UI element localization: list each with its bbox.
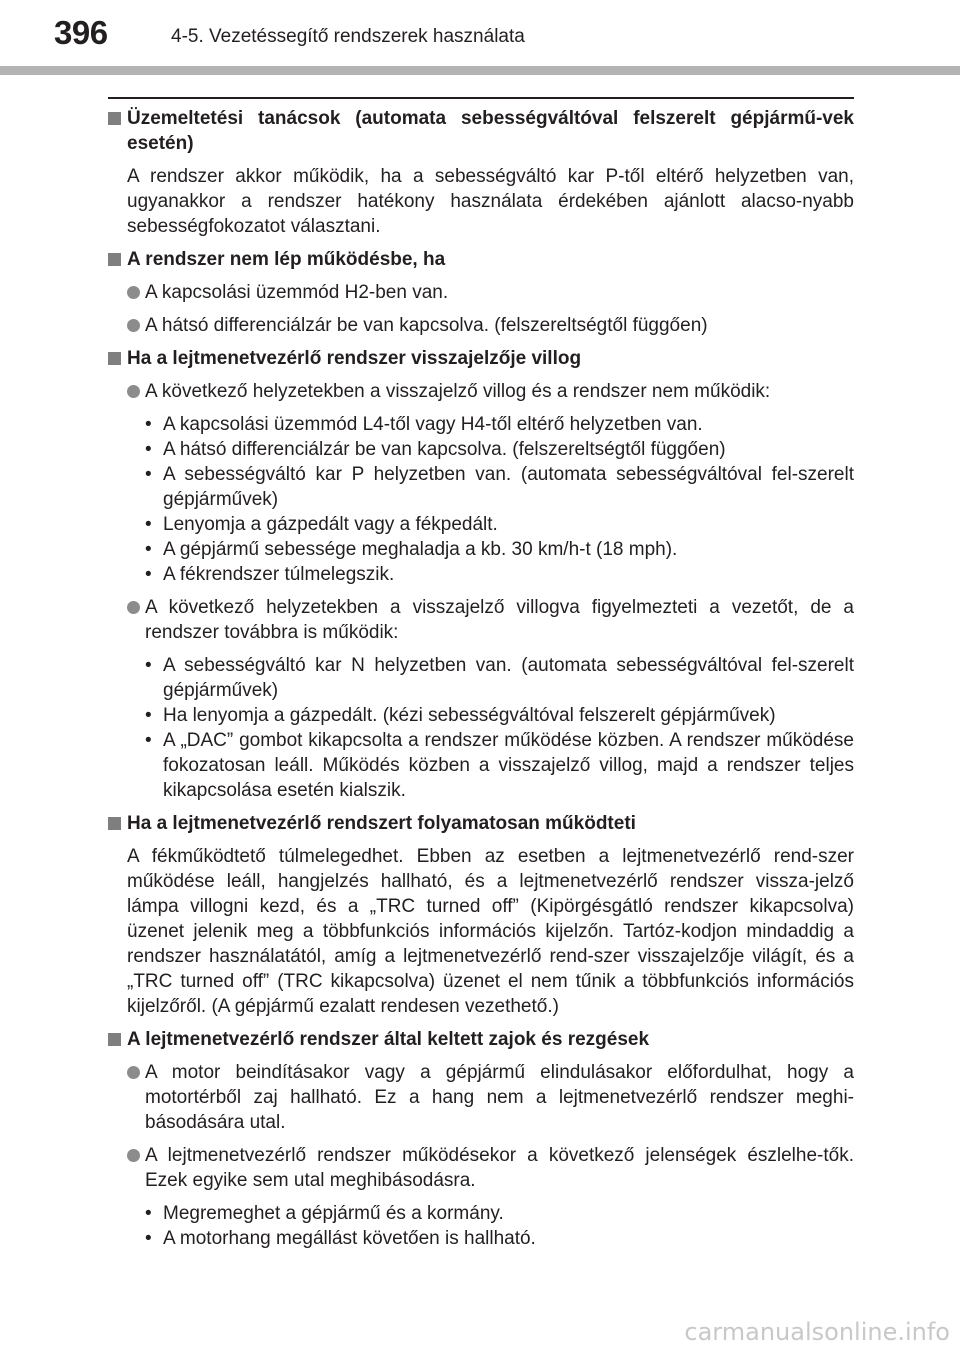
- square-bullet-icon: [108, 112, 121, 125]
- circle-bullet-icon: [127, 319, 140, 332]
- list-item: [108, 1143, 854, 1193]
- circle-bullet-icon: [127, 286, 140, 299]
- watermark: carmanualsonline.info: [684, 1318, 950, 1346]
- section-heading: [108, 1027, 854, 1052]
- sub-list-item: • A sebességváltó kar P helyzetben van. (automata sebességváltóval fel-szerelt gépjárművek): [108, 462, 854, 512]
- sub-list-item: • A kapcsolási üzemmód L4-től vagy H4-től eltérő helyzetben van.: [108, 412, 854, 437]
- square-bullet-icon: [108, 817, 121, 830]
- sub-list: [108, 1201, 854, 1251]
- section-title: A lejtmenetvezérlő rendszer által keltett zajok és rezgések: [127, 1029, 650, 1050]
- list-item: [108, 313, 854, 338]
- section-divider: [108, 97, 854, 99]
- section-heading: [108, 106, 854, 156]
- circle-bullet-icon: [127, 601, 140, 614]
- circle-bullet-icon: [127, 1149, 140, 1162]
- page-content: [108, 106, 854, 1251]
- list-item-text: A következő helyzetekben a visszajelző villog és a rendszer nem működik:: [145, 381, 771, 402]
- sub-list-item: • A gépjármű sebessége meghaladja a kb. 30 km/h-t (18 mph).: [108, 537, 854, 562]
- list-item-text: A hátsó differenciálzár be van kapcsolva. (felszereltségtől függően): [145, 315, 708, 336]
- sub-list-item: • A hátsó differenciálzár be van kapcsolva. (felszereltségtől függően): [108, 437, 854, 462]
- paragraph: A rendszer akkor működik, ha a sebességváltó kar P-től eltérő helyzetben van, ugyanakkor a rendszer hatékony használata érdekében ajánlott alacso-nyabb sebességfokozatot választani.: [127, 166, 854, 237]
- list-item-text: A motor beindításakor vagy a gépjármű elindulásakor előfordulhat, hogy a motortérből zaj hallható. Ez a hang nem a lejtmenetvezérlő rendszer meghi-básodására utal.: [145, 1062, 854, 1133]
- sub-list: [108, 412, 854, 587]
- header-bar: [0, 66, 960, 75]
- section-title: Ha a lejtmenetvezérlő rendszer visszajelzője villog: [127, 348, 582, 369]
- section-title: Ha a lejtmenetvezérlő rendszert folyamatosan működteti: [127, 813, 636, 834]
- square-bullet-icon: [108, 352, 121, 365]
- list-item: [108, 280, 854, 305]
- circle-bullet-icon: [127, 1066, 140, 1079]
- square-bullet-icon: [108, 253, 121, 266]
- sub-list: [108, 653, 854, 803]
- sub-list-item: • Lenyomja a gázpedált vagy a fékpedált.: [108, 512, 854, 537]
- section-heading: [108, 811, 854, 836]
- section-heading: [108, 247, 854, 272]
- list-item: [108, 1060, 854, 1135]
- square-bullet-icon: [108, 1033, 121, 1046]
- page-number: 396: [54, 14, 108, 51]
- page-header: [0, 0, 960, 80]
- list-item: [108, 379, 854, 404]
- list-item-text: A lejtmenetvezérlő rendszer működésekor a következő jelenségek észlelhe-tők. Ezek egyike sem utal meghibásodásra.: [145, 1145, 854, 1191]
- list-item: [108, 595, 854, 645]
- section-title: Üzemeltetési tanácsok (automata sebességváltóval felszerelt gépjármű-vek esetén): [127, 108, 854, 154]
- circle-bullet-icon: [127, 385, 140, 398]
- sub-list-item: • Megremeghet a gépjármű és a kormány.: [108, 1201, 854, 1226]
- section-title: A rendszer nem lép működésbe, ha: [127, 249, 446, 270]
- paragraph: A fékműködtető túlmelegedhet. Ebben az esetben a lejtmenetvezérlő rend-szer működése leáll, hangjelzés hallható, és a lejtmenetvezérlő rendszer vissza-jelző lámpa villogni kezd, és a „TRC turned off” (Kipörgésgátló rendszer kikapcsolva) üzenet jelenik meg a többfunkciós információs kijelzőn. Tartóz-kodjon mindaddig a rendszer használatától, amíg a lejtmenetvezérlő rend-szer visszajelzője világít, és a „TRC turned off” (TRC kikapcsolva) üzenet el nem tűnik a többfunkciós információs kijelzőről. (A gépjármű ezalatt rendesen vezethető.): [127, 846, 854, 1017]
- sub-list-item: • A motorhang megállást követően is hallható.: [108, 1226, 854, 1251]
- section-heading: [108, 346, 854, 371]
- sub-list-item: • Ha lenyomja a gázpedált. (kézi sebességváltóval felszerelt gépjárművek): [108, 703, 854, 728]
- chapter-title: 4-5. Vezetéssegítő rendszerek használata: [171, 26, 525, 47]
- sub-list-item: • A fékrendszer túlmelegszik.: [108, 562, 854, 587]
- list-item-text: A következő helyzetekben a visszajelző villogva figyelmezteti a vezetőt, de a rendszer továbbra is működik:: [145, 597, 854, 643]
- sub-list-item: • A „DAC” gombot kikapcsolta a rendszer működése közben. A rendszer működése fokozatosan leáll. Működés közben a visszajelző villog, majd a rendszer teljes kikapcsolása esetén kialszik.: [108, 728, 854, 803]
- list-item-text: A kapcsolási üzemmód H2-ben van.: [145, 282, 449, 303]
- sub-list-item: • A sebességváltó kar N helyzetben van. (automata sebességváltóval fel-szerelt gépjárművek): [108, 653, 854, 703]
